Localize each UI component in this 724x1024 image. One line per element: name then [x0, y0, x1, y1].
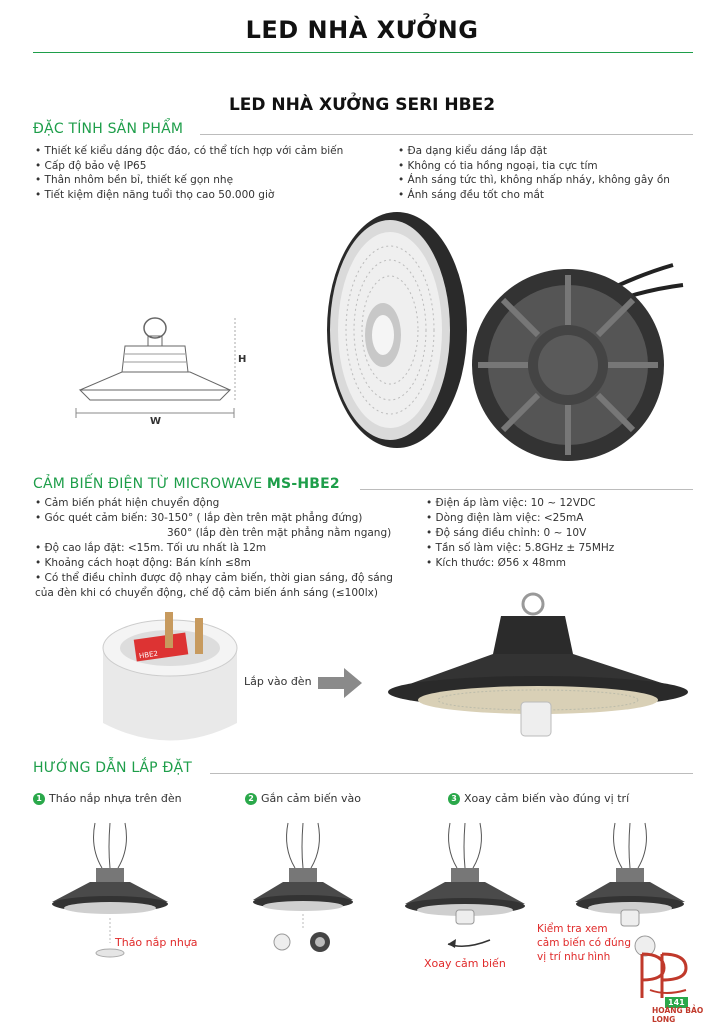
lamp-with-sensor-image	[383, 592, 698, 752]
step-label: Xoay cảm biến vào đúng vị trí	[464, 792, 630, 805]
lamp-back-image	[468, 255, 693, 465]
sensor-spec-line: 360° (lắp đèn trên mặt phẳng nằm ngang)	[167, 527, 392, 539]
sensor-spec-line: • Dòng điện làm việc: <25mA	[426, 512, 584, 524]
series-title: LED NHÀ XƯỞNG SERI HBE2	[228, 95, 496, 115]
install-step-3	[448, 792, 629, 805]
features-right-list	[398, 144, 670, 202]
features-heading: ĐẶC TÍNH SẢN PHẨM	[33, 121, 184, 137]
features-left-list	[35, 144, 343, 202]
install-heading-rule	[210, 773, 693, 774]
install-heading: HƯỚNG DẪN LẮP ĐẶT	[33, 760, 193, 776]
page-number: 141	[665, 997, 688, 1008]
title-divider	[33, 52, 693, 53]
feature-item: • Ánh sáng đều tốt cho mắt	[398, 188, 670, 203]
feature-item: • Thiết kế kiểu dáng độc đáo, có thể tích hợp với cảm biến	[35, 144, 343, 159]
callout-remove-cover: Tháo nắp nhựa	[115, 936, 198, 949]
callout-line: Kiểm tra xem	[537, 923, 608, 935]
sensor-heading-model: MS-HBE2	[266, 476, 340, 492]
step-number-badge: 2	[245, 793, 257, 805]
brand-name: HOÀNG BẢO LONG	[652, 1006, 704, 1024]
step-number-badge: 1	[33, 793, 45, 805]
mount-label: Lắp vào đèn	[244, 675, 312, 688]
sensor-spec-line: • Góc quét cảm biến: 30-150° ( lắp đèn trên mặt phẳng đứng)	[35, 512, 363, 524]
sensor-specs-right	[426, 496, 696, 571]
dimension-h-label: H	[238, 354, 247, 365]
step-label: Tháo nắp nhựa trên đèn	[49, 792, 182, 805]
callout-line: cảm biến có đúng	[537, 937, 631, 949]
sensor-heading	[33, 476, 340, 492]
sensor-label: HBE2	[138, 649, 159, 661]
callout-check-position	[537, 922, 631, 964]
feature-item: • Thân nhôm bền bỉ, thiết kế gọn nhẹ	[35, 173, 343, 188]
sensor-heading-rule	[360, 489, 693, 490]
sensor-spec-line: • Có thể điều chỉnh được độ nhạy cảm biến, thời gian sáng, độ sáng	[35, 572, 393, 584]
page-title: LED NHÀ XƯỞNG	[245, 16, 479, 44]
install-step-1	[33, 792, 182, 805]
sensor-spec-line: • Điện áp làm việc: 10 ~ 12VDC	[426, 497, 596, 509]
callout-line: vị trí như hình	[537, 951, 611, 963]
feature-item: • Cấp độ bảo vệ IP65	[35, 159, 343, 174]
step-3-illustration	[400, 818, 530, 958]
dimension-w-label: W	[150, 416, 162, 427]
feature-item: • Tiết kiệm điện năng tuổi thọ cao 50.000 giờ	[35, 188, 343, 203]
sensor-spec-line: • Khoảng cách hoạt động: Bán kính ≤8m	[35, 557, 251, 569]
sensor-spec-line: của đèn khi có chuyển động, chế độ cảm biến ánh sáng (≤100lx)	[35, 587, 378, 599]
sensor-spec-line: • Kích thước: Ø56 x 48mm	[426, 557, 566, 569]
sensor-spec-line: • Cảm biến phát hiện chuyển động	[35, 497, 220, 509]
features-heading-rule	[200, 134, 693, 135]
feature-item: • Không có tia hồng ngoại, tia cực tím	[398, 159, 670, 174]
lamp-front-image	[315, 205, 470, 455]
sensor-spec-line: • Độ sáng điều chỉnh: 0 ~ 10V	[426, 527, 587, 539]
sensor-spec-line: • Độ cao lắp đặt: <15m. Tối ưu nhất là 12m	[35, 542, 267, 554]
arrow-right-icon	[318, 668, 362, 698]
step-label: Gắn cảm biến vào	[261, 792, 361, 805]
feature-item: • Ánh sáng tức thì, không nhấp nháy, không gây ồn	[398, 173, 670, 188]
callout-rotate-sensor: Xoay cảm biến	[424, 957, 506, 970]
sensor-spec-line: • Tần số làm việc: 5.8GHz ± 75MHz	[426, 542, 615, 554]
sensor-heading-prefix: CẢM BIẾN ĐIỆN TỪ MICROWAVE	[33, 476, 267, 492]
feature-item: • Đa dạng kiểu dáng lắp đặt	[398, 144, 670, 159]
sensor-specs-left	[35, 496, 435, 601]
sensor-image	[95, 608, 245, 753]
dimension-drawing	[70, 310, 250, 430]
install-step-2	[245, 792, 361, 805]
step-number-badge: 3	[448, 793, 460, 805]
brand-logo-icon	[636, 950, 694, 1002]
step-2-illustration	[248, 818, 358, 968]
